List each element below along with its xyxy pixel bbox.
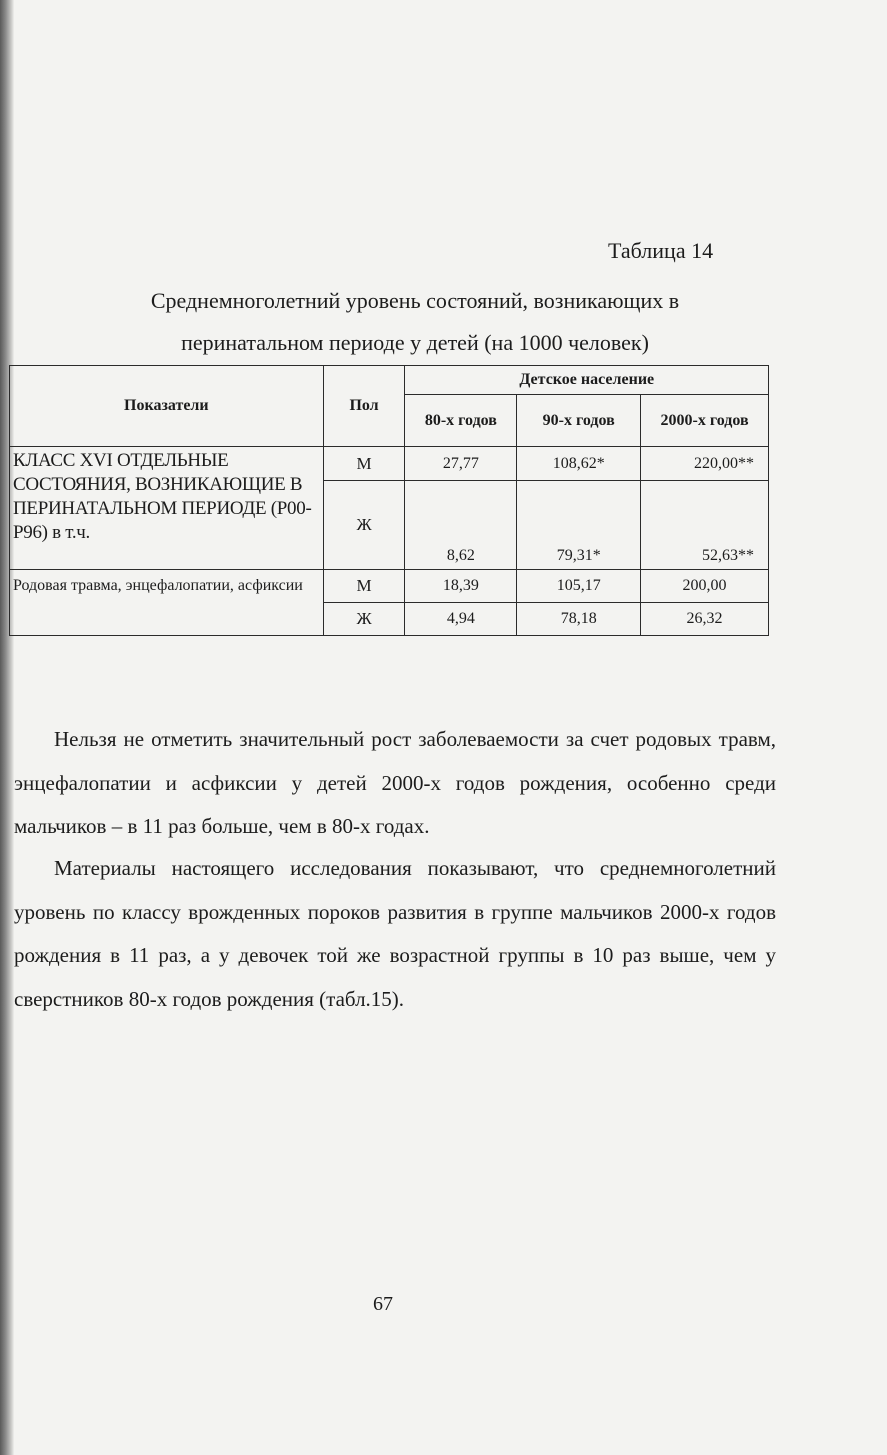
table-title-line-1: Среднемноголетний уровень состояний, возникающих в bbox=[150, 288, 680, 313]
header-80s: 80-х годов bbox=[405, 395, 517, 447]
paragraph-2: Материалы настоящего исследования показывают, что среднемноголетний уровень по классу врожденных пороков развития в группе мальчиков 2000-х годов рождения в 11 раз, а у девочек той же возрастной группы в 10 раз выше, чем у сверстников 80-х годов рождения (табл.15). bbox=[14, 856, 776, 1011]
row-label-class-xvi: КЛАСС XVI ОТДЕЛЬНЫЕ СОСТОЯНИЯ, ВОЗНИКАЮЩИЕ В ПЕРИНАТАЛЬНОМ ПЕРИОДЕ (Р00-Р96) в т.ч. bbox=[10, 447, 324, 570]
header-sex: Пол bbox=[323, 366, 405, 447]
row-label-birth-trauma: Родовая травма, энцефалопатии, асфиксии bbox=[10, 570, 324, 636]
header-population: Детское население bbox=[405, 366, 769, 395]
data-table bbox=[9, 365, 769, 636]
header-indicators: Показатели bbox=[10, 366, 324, 447]
page-binding-shadow bbox=[0, 0, 14, 1455]
header-90s: 90-х годов bbox=[517, 395, 641, 447]
table-title-line-2: перинатальном периоде у детей (на 1000 человек) bbox=[181, 330, 649, 355]
sex-cell: Ж bbox=[323, 481, 405, 570]
value-cell: 26,32 bbox=[641, 603, 769, 636]
value-cell: 108,62* bbox=[517, 447, 641, 481]
value-cell: 78,18 bbox=[517, 603, 641, 636]
value-cell: 4,94 bbox=[405, 603, 517, 636]
page-number: 67 bbox=[373, 1293, 393, 1315]
table-caption: Таблица 14 bbox=[608, 238, 714, 263]
header-2000s: 2000-х годов bbox=[641, 395, 769, 447]
sex-cell: Ж bbox=[323, 603, 405, 636]
table-title bbox=[110, 280, 720, 364]
value-cell: 52,63** bbox=[641, 481, 769, 570]
value-cell: 200,00 bbox=[641, 570, 769, 603]
sex-cell: М bbox=[323, 447, 405, 481]
value-cell: 18,39 bbox=[405, 570, 517, 603]
value-cell: 220,00** bbox=[641, 447, 769, 481]
value-cell: 105,17 bbox=[517, 570, 641, 603]
value-cell: 8,62 bbox=[405, 481, 517, 570]
table-row bbox=[10, 447, 769, 481]
paragraph-1: Нельзя не отметить значительный рост заболеваемости за счет родовых травм, энцефалопатии и асфиксии у детей 2000-х годов рождения, особенно среди мальчиков – в 11 раз больше, чем в 80-х годах. bbox=[14, 727, 776, 838]
value-cell: 27,77 bbox=[405, 447, 517, 481]
value-cell: 79,31* bbox=[517, 481, 641, 570]
table-row bbox=[10, 570, 769, 603]
sex-cell: М bbox=[323, 570, 405, 603]
